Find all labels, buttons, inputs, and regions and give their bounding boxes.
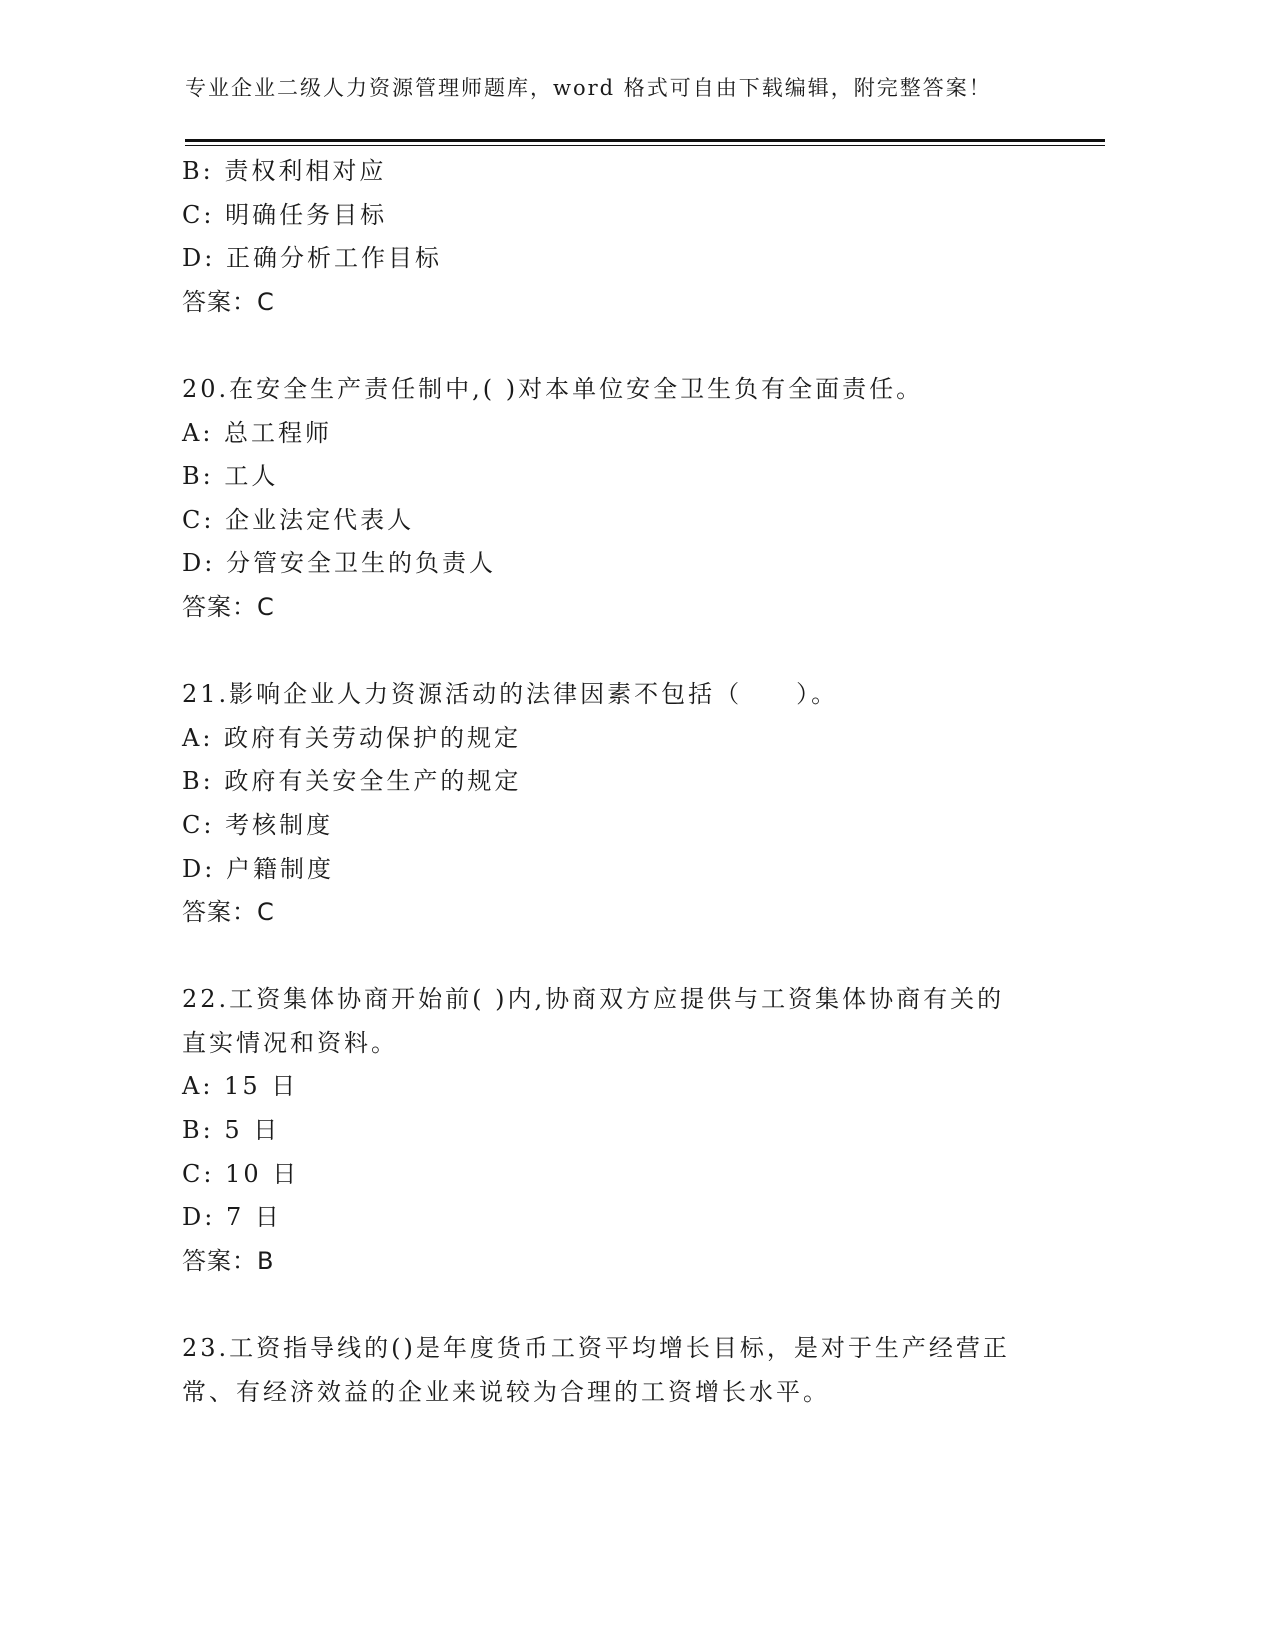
spacer xyxy=(182,1283,1042,1327)
option-c: C: 企业法定代表人 xyxy=(182,505,415,534)
question-stem: 20.在安全生产责任制中,( )对本单位安全卫生负有全面责任。 xyxy=(182,374,924,403)
question-list xyxy=(182,150,1042,1414)
option-c: C: 考核制度 xyxy=(182,810,334,839)
header-rule-thin xyxy=(185,145,1105,146)
answer-line: 答案：C xyxy=(182,898,275,927)
page-header: 专业企业二级人力资源管理师题库，word 格式可自由下载编辑，附完整答案！ xyxy=(185,76,992,100)
option-b: B: 5 日 xyxy=(182,1116,281,1145)
question-20 xyxy=(182,368,1042,630)
spacer xyxy=(182,935,1042,979)
question-23 xyxy=(182,1327,1042,1414)
option-b: B: 工人 xyxy=(182,462,279,491)
option-d: D: 户籍制度 xyxy=(182,854,334,883)
answer-line: 答案：C xyxy=(182,592,275,621)
header-rule-thick xyxy=(185,139,1105,142)
spacer xyxy=(182,324,1042,368)
option-a: A: 政府有关劳动保护的规定 xyxy=(182,723,522,752)
option-d: D: 正确分析工作目标 xyxy=(182,244,442,273)
question-21 xyxy=(182,673,1042,935)
option-c: C: 10 日 xyxy=(182,1159,300,1188)
question-stem: 23.工资指导线的()是年度货币工资平均增长目标，是对于生产经营正 xyxy=(182,1334,1010,1363)
question-19-partial xyxy=(182,150,1042,324)
option-a: A: 15 日 xyxy=(182,1072,299,1101)
answer-line: 答案：B xyxy=(182,1246,275,1275)
question-stem: 22.工资集体协商开始前( )内,协商双方应提供与工资集体协商有关的 xyxy=(182,985,1005,1014)
spacer xyxy=(182,630,1042,674)
question-stem-continued: 直实情况和资料。 xyxy=(182,1028,398,1057)
option-d: D: 7 日 xyxy=(182,1203,282,1232)
option-b: B: 责权利相对应 xyxy=(182,157,387,185)
question-22 xyxy=(182,978,1042,1283)
answer-line: 答案：C xyxy=(182,287,275,316)
option-c: C: 明确任务目标 xyxy=(182,200,388,229)
option-d: D: 分管安全卫生的负责人 xyxy=(182,549,496,578)
question-stem: 21.影响企业人力资源活动的法律因素不包括（ ）。 xyxy=(182,680,839,709)
option-a: A: 总工程师 xyxy=(182,418,333,447)
question-stem-continued: 常、有经济效益的企业来说较为合理的工资增长水平。 xyxy=(182,1377,830,1406)
option-b: B: 政府有关安全生产的规定 xyxy=(182,767,522,796)
